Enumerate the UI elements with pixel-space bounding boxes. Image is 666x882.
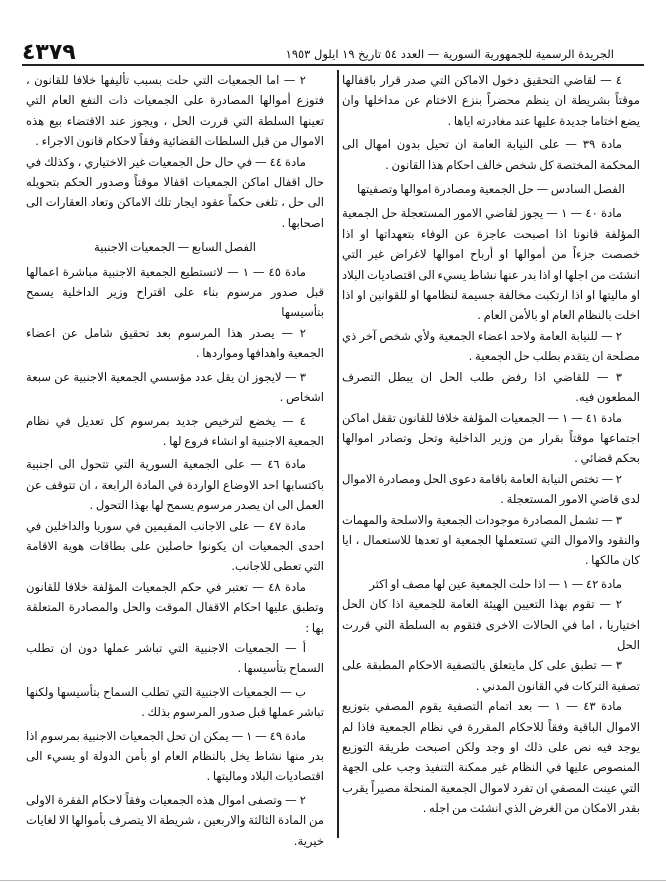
column-divider [337,70,339,838]
paragraph: ٢ — للنيابة العامة ولاحد اعضاء الجمعية ولأي شخص آخر ذي مصلحة ان يتقدم بطلب حل الجمعية . [342,328,640,364]
paragraph: ٢ — وتصفى اموال هذه الجمعيات وفقاً لاحكام الفقرة الاولى من المادة الثالثة والاربعين ، شريطة الا يتصرف بأموالها الا لغايات خيرية. [26,792,324,848]
scan-edge [0,880,666,881]
chapter-6-heading: الفصل السادس — حل الجمعية ومصادرة اموالها وتصفيتها [357,182,625,197]
gazette-title: الجريدة الرسمية للجمهورية السورية — العدد ٥٤ تاريخ ١٩ ايلول ١٩٥٣ [285,47,614,61]
article-41: مادة ٤١ — ١ — الجمعيات المؤلفة خلافا للقانون تقفل اماكن اجتماعها موقتاً بقرار من وزير الداخلية وتحل وتصادر اموالها بحكم قضائي . [342,410,640,466]
paragraph: ٤ — يخضع لترخيص جديد بمرسوم كل تعديل في نظام الجمعية الاجنبية او انشاء فروع لها . [26,413,324,448]
paragraph: ٢ — اما الجمعيات التي حلت بسبب تأليفها خلافا للقانون ، فتوزع أموالها المصادرة على الجمعيات ذات النفع العام التي تعينها السلطة التي قررت الحل ، ويجوز عند الاقتضاء بيع هذه الاموال من قبل السلطات القضائية وفقاً لاحكام قانون الاجراء . [26,73,324,149]
article-44: مادة ٤٤ — في حال حل الجمعيات غير الاختياري ، وكذلك في حال اقفال اماكن الجمعيات اقفالا موقتاً وصدور الحكم بتحويله الى حل ، تلغى حكماً عقود ايجار تلك الاماكن وتعاد العقارات الى اصحابها . [26,154,324,230]
article-42: مادة ٤٢ — ١ — اذا حلت الجمعية عين لها مصف او اكثر [369,576,622,591]
article-46: مادة ٤٦ — على الجمعية السورية التي تتحول الى اجنبية باكتسابها احد الاوضاع الواردة في المادة الرابعة ، ان تتوقف عن العمل الى ان يصدر مرسوم يسمح لها بهذا التحول . [26,457,324,513]
page-number: ٤٣٧٩ [22,40,76,65]
paragraph: ٢ — تقوم بهذا التعيين الهيئة العامة للجمعية اذا كان الحل اختياريا ، اما في الحالات الاخرى فتقوم به السلطة التي قررت الحل [342,597,640,652]
paragraph: ٢ — تختص النيابة العامة باقامة دعوى الحل ومصادرة الاموال لدى قاضي الامور المستعجلة . [342,471,640,507]
article-49: مادة ٤٩ — ١ — يمكن ان تحل الجمعيات الاجنبية بمرسوم اذا بدر منها نشاط يخل بالنظام العام او بأمن الدولة او يسيء الى اقتصاديات البلاد وماليتها . [26,728,324,784]
page-header [22,40,644,66]
paragraph: ٣ — للقاضي اذا رفض طلب الحل ان يبطل التصرف المطعون فيه. [342,369,640,405]
right-column [342,70,640,819]
article-39: مادة ٣٩ — على النيابة العامة ان تحيل بدون امهال الى المحكمة المختصة كل شخص خالف احكام هذا القانون . [342,137,640,172]
paragraph: ٣ — تشمل المصادرة موجودات الجمعية والاسلحة والمهمات والنقود والاموال التي تستعملها الجمعية او تعدها للاستعمال ، ايا كان مالكها . [342,512,640,568]
paragraph: ٣ — لايجوز ان يقل عدد مؤسسي الجمعية الاجنبية عن سبعة اشخاص . [26,369,324,405]
chapter-7-heading: الفصل السابع — الجمعيات الاجنبية [93,240,256,255]
clause-b: ب — الجمعيات الاجنبية التي تطلب السماح بتأسيسها ولكنها تباشر عملها قبل صدور المرسوم بذلك . [26,684,324,720]
article-40: مادة ٤٠ — ١ — يجوز لقاضي الامور المستعجلة حل الجمعية المؤلفة قانونا اذا اصبحت عاجزة عن الوفاء بتعهداتها او اذا خصصت جزءاً من أموالها او أرباح اموالها لاغراض غير التي انشئت من اجلها او اذا بدر عنها نشاط يسيء الى اقتصاديات البلاد او ماليتها او اذا ارتكبت مخالفة جسيمة لنظامها او للقوانين او اذا اخلت بالنظام العام او بالأمن العام . [342,206,640,323]
article-45: مادة ٤٥ — ١ — لاتستطيع الجمعية الاجنبية مباشرة اعمالها قبل صدور مرسوم بناء على اقتراح وزير الداخلية يسمح بتأسيسها [26,264,324,320]
clause-a: أ — الجمعيات الاجنبية التي تباشر عملها دون ان تطلب السماح بتأسيسها . [26,640,324,676]
paragraph: ٤ — لقاضي التحقيق دخول الاماكن التي صدر قرار باقفالها موقتاً بشريطة ان ينظم محضراً بنزع الاختام عن مداخلها وان يضع اختاما جديدة عليها عند مغادرته اياها . [342,73,640,128]
article-47: مادة ٤٧ — على الاجانب المقيمين في سوريا والداخلين في احدى الجمعيات ان يكونوا حاصلين على بطاقات هوية الاقامة التي تعطى للاجانب. [26,518,324,574]
left-column [26,70,324,851]
article-48: مادة ٤٨ — تعتبر في حكم الجمعيات المؤلفة خلافا للقانون وتطبق عليها احكام الاقفال الموقت والحل والمصادرة المتعلقة بها : [26,579,324,635]
paragraph: ٣ — تطبق على كل مايتعلق بالتصفية الاحكام المطبقة على تصفية التركات في القانون المدني . [342,658,640,693]
paragraph: ٢ — يصدر هذا المرسوم بعد تحقيق شامل عن اعضاء الجمعية واهدافها ومواردها . [26,325,324,361]
article-43: مادة ٤٣ — ١ — بعد اتمام التصفية يقوم المصفي بتوزيع الاموال الباقية وفقاً للاحكام المقررة في نظام الجمعية فاذا لم يوجد فيه نص على ذلك او وجد ولكن اصبحت طريقة التوزيع المنصوص عليها في النظام غير ممكنة التنفيذ وجب على الجهة التي عينت المصفي ان تفرد لاموال الجمعية المنحلة مصيراً يقرب بقدر الامكان من الغرض الذي انشئت من اجله . [342,699,640,816]
